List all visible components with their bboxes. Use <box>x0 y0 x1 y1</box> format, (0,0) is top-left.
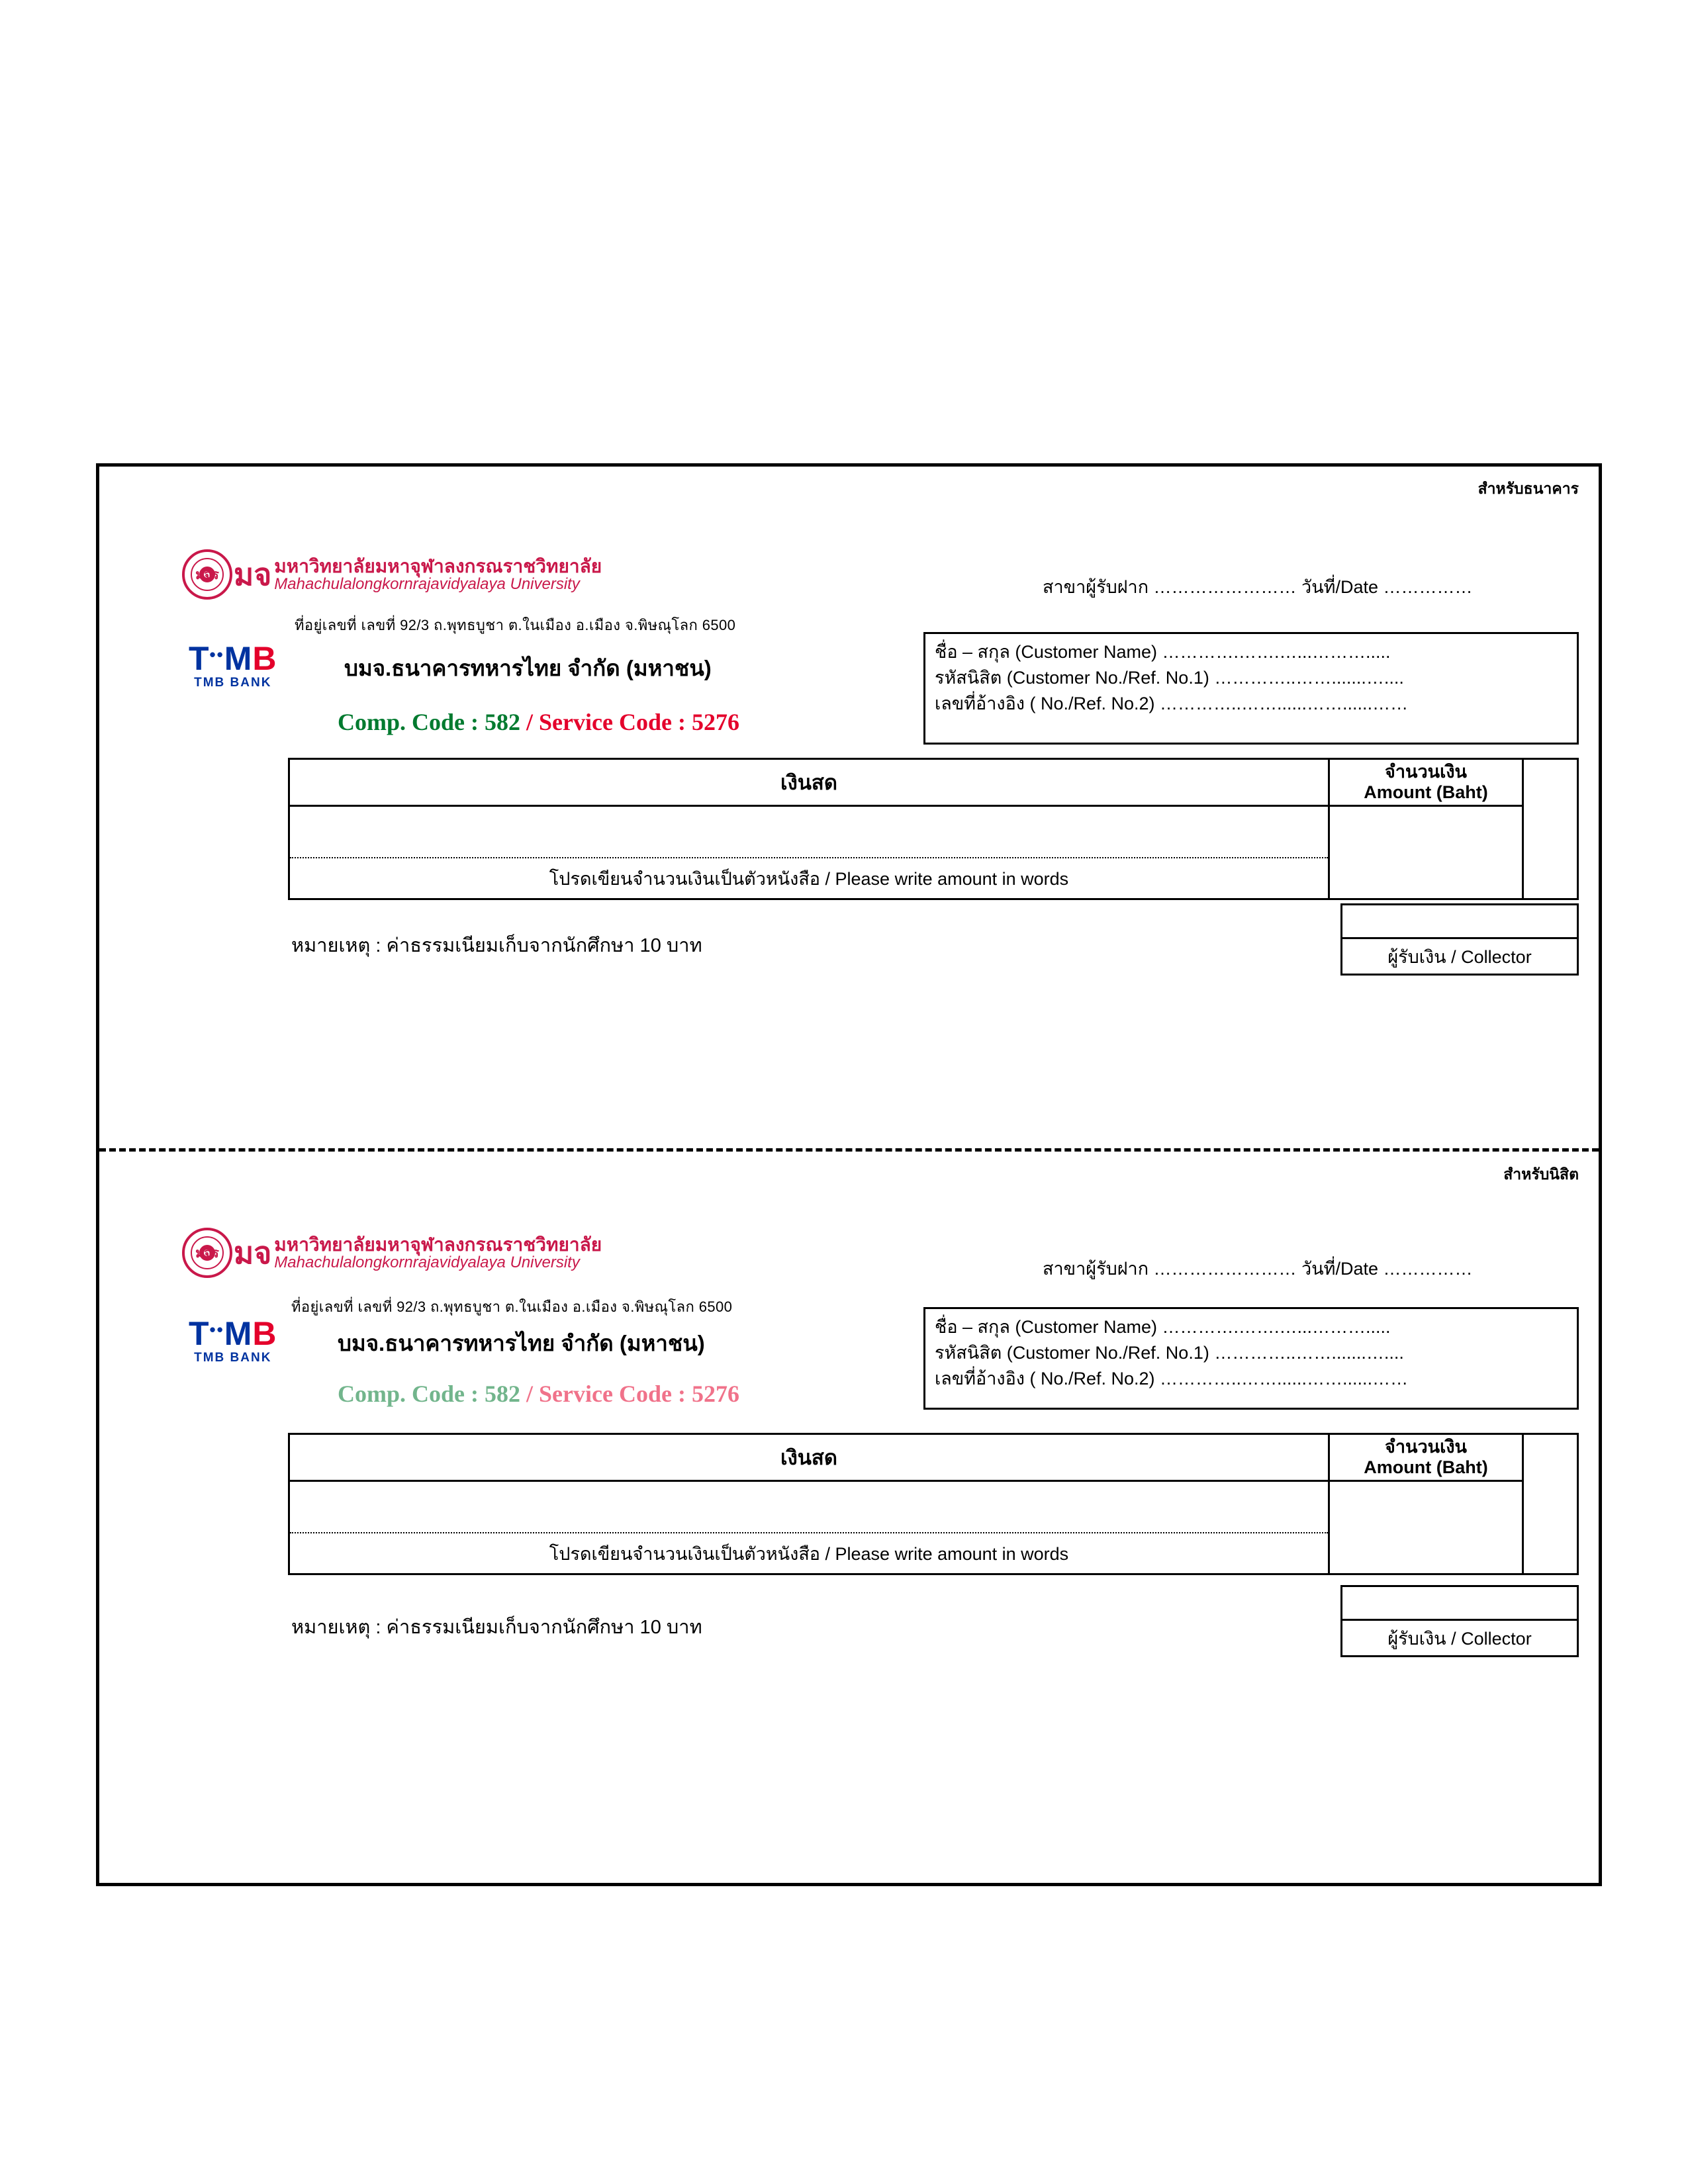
amount-header-english: Amount (Baht) <box>1364 782 1488 802</box>
amount-baht-column-student <box>1330 1435 1524 1573</box>
collector-signature-area[interactable] <box>1342 905 1577 939</box>
seal-glyph: มจร <box>195 1246 219 1261</box>
customer-ref1-field[interactable]: รหัสนิสิต (Customer No./Ref. No.1) …………..…….......….... <box>935 668 1404 688</box>
university-logo-student <box>182 1228 602 1278</box>
cash-column-bank <box>290 760 1330 898</box>
comp-code-separator: / <box>526 709 534 735</box>
pay-in-slip-page <box>96 463 1602 1886</box>
comp-code-label: Comp. Code : 582 <box>338 1381 520 1407</box>
customer-ref2-field[interactable]: เลขที่อ้างอิง ( No./Ref. No.2) …………..……......……......…… <box>935 694 1409 714</box>
collector-box-student <box>1340 1585 1579 1657</box>
university-logo-bank <box>182 549 602 600</box>
corner-note-student: สำหรับนิสิต <box>1503 1165 1579 1183</box>
university-seal-icon <box>182 1228 232 1278</box>
customer-ref1-field[interactable]: รหัสนิสิต (Customer No./Ref. No.1) …………..…….......….... <box>935 1343 1404 1363</box>
cash-entry-area[interactable] <box>290 1482 1328 1533</box>
customer-name-field[interactable]: ชื่อ – สกุล (Customer Name) ………….…….…...………..... <box>935 642 1391 662</box>
service-code-label: Service Code : 5276 <box>539 709 739 735</box>
comp-service-code-student <box>338 1380 739 1408</box>
tmb-sub-label: TMB BANK <box>194 1351 272 1365</box>
remark-line-student: หมายเหตุ : ค่าธรรมเนียมเก็บจากนักศึกษา 10 บาท <box>291 1617 702 1638</box>
tmb-sub-label: TMB BANK <box>194 676 272 690</box>
amount-header-thai: จำนวนเงิน <box>1385 761 1467 782</box>
bank-name-bank: บมจ.ธนาคารทหารไทย จำกัด (มหาชน) <box>344 656 712 680</box>
amount-header-student <box>1330 1435 1522 1482</box>
cash-amount-table-bank <box>288 758 1579 900</box>
comp-service-code-bank <box>338 708 739 736</box>
slip-student-copy <box>99 1148 1599 1883</box>
corner-note-bank: สำหรับธนาคาร <box>1477 480 1579 497</box>
collector-signature-area[interactable] <box>1342 1587 1577 1621</box>
university-thai-name: มหาวิทยาลัยมหาจุฬาลงกรณราชวิทยาลัย <box>274 1234 602 1255</box>
cash-amount-table-student <box>288 1433 1579 1575</box>
amount-baht-entry[interactable] <box>1330 807 1522 898</box>
collector-label: ผู้รับเงิน / Collector <box>1387 1628 1532 1649</box>
cash-column-student <box>290 1435 1330 1573</box>
branch-date-line-bank[interactable]: สาขาผู้รับฝาก …………………… วันที่/Date …………… <box>1043 577 1473 597</box>
slip-bank-copy <box>99 467 1599 1148</box>
customer-ref2-field[interactable]: เลขที่อ้างอิง ( No./Ref. No.2) …………..……......……......…… <box>935 1369 1409 1389</box>
amount-in-words-label: โปรดเขียนจำนวนเงินเป็นตัวหนังสือ / Please write amount in words <box>549 1543 1069 1564</box>
university-english-name: Mahachulalongkornrajavidyalaya University <box>274 1253 580 1272</box>
seal-glyph: มจร <box>195 568 219 582</box>
collector-box-bank <box>1340 903 1579 976</box>
branch-date-line-student[interactable]: สาขาผู้รับฝาก …………………… วันที่/Date …………… <box>1043 1259 1473 1279</box>
remark-line-bank: หมายเหตุ : ค่าธรรมเนียมเก็บจากนักศึกษา 10 บาท <box>291 935 702 956</box>
cash-header-label: เงินสด <box>290 760 1328 807</box>
collector-label: ผู้รับเงิน / Collector <box>1387 946 1532 967</box>
tmb-logo-student <box>189 1317 277 1364</box>
amount-satang-column-bank[interactable] <box>1524 760 1577 898</box>
university-seal-icon <box>182 549 232 600</box>
cash-entry-area[interactable] <box>290 807 1328 858</box>
customer-name-field[interactable]: ชื่อ – สกุล (Customer Name) ………….…….…...………..... <box>935 1317 1391 1337</box>
bank-name-student: บมจ.ธนาคารทหารไทย จำกัด (มหาชน) <box>338 1331 705 1355</box>
comp-code-label: Comp. Code : 582 <box>338 709 520 735</box>
cash-header-label: เงินสด <box>290 1435 1328 1482</box>
amount-satang-column-student[interactable] <box>1524 1435 1577 1573</box>
amount-header-thai: จำนวนเงิน <box>1385 1436 1467 1457</box>
tmb-wordmark-icon: T••MB <box>189 640 277 677</box>
amount-in-words-label: โปรดเขียนจำนวนเงินเป็นตัวหนังสือ / Please write amount in words <box>549 868 1069 889</box>
university-thai-mark-icon: มจ <box>234 1236 272 1270</box>
customer-info-box-student <box>923 1307 1579 1410</box>
customer-info-box-bank <box>923 632 1579 745</box>
university-names <box>274 557 602 593</box>
amount-baht-column-bank <box>1330 760 1524 898</box>
university-thai-name: มหาวิทยาลัยมหาจุฬาลงกรณราชวิทยาลัย <box>274 555 602 576</box>
tmb-logo-bank <box>189 642 277 689</box>
university-english-name: Mahachulalongkornrajavidyalaya University <box>274 575 580 594</box>
amount-header-english: Amount (Baht) <box>1364 1457 1488 1477</box>
service-code-label: Service Code : 5276 <box>539 1381 739 1407</box>
amount-header-bank <box>1330 760 1522 807</box>
amount-baht-entry[interactable] <box>1330 1482 1522 1573</box>
university-names <box>274 1235 602 1271</box>
tmb-wordmark-icon: T••MB <box>189 1315 277 1352</box>
university-thai-mark-icon: มจ <box>234 557 272 592</box>
university-address-bank: ที่อยู่เลขที่ เลขที่ 92/3 ถ.พุทธบูชา ต.ในเมือง อ.เมือง จ.พิษณุโลก 6500 <box>295 617 736 633</box>
university-address-student: ที่อยู่เลขที่ เลขที่ 92/3 ถ.พุทธบูชา ต.ในเมือง อ.เมือง จ.พิษณุโลก 6500 <box>291 1298 733 1315</box>
comp-code-separator: / <box>526 1381 534 1407</box>
